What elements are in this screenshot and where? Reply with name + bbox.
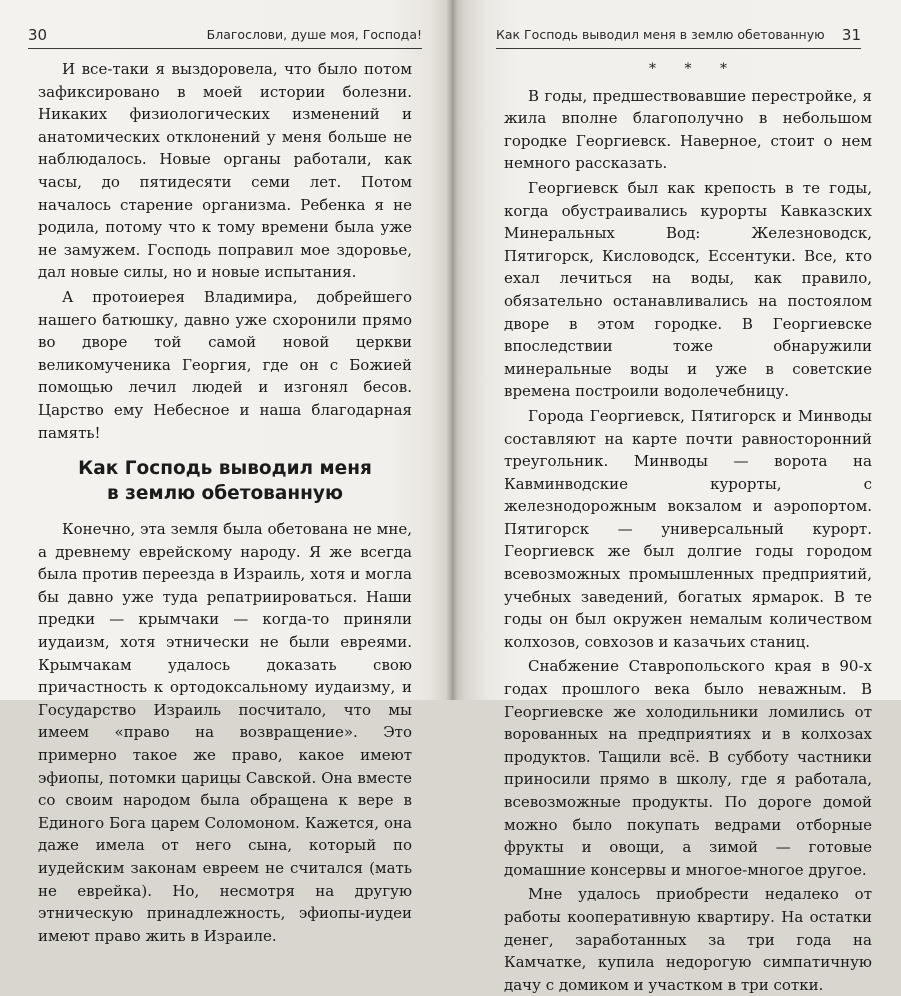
paragraph: Снабжение Ставропольского края в 90-х годах прошлого века было неважным. В Георгиевске же холодильники ломились от ворованных на предприятиях и в колхозах продуктов. Тащили всё. В субботу частники приносили прямо в школу, где я работала, всевозможные продукты. По дороге домой можно было покупать ведрами отборные фрукты и овощи, а зимой — готовые домашние консервы и многое-многое другое. bbox=[504, 657, 872, 879]
book-gutter-shadow bbox=[446, 0, 458, 700]
paragraph: Города Георгиевск, Пятигорск и Минводы составляют на карте почти равносторонний треугольник. Минводы — ворота на Кавминводские курорты, с железнодорожным вокзалом и аэропортом. Пятигорск — универсальный курорт. Георгиевск же был долгие годы городом всевозможных промышленных предприятий, учебных заведений, богатых ярмарок. В те годы он был окружен немалым количеством колхозов, совхозов и казачьих станиц. bbox=[504, 406, 872, 651]
paragraph: И все-таки я выздоровела, что было потом зафиксировано в моей истории болезни. Никаких физиологических изменений и анатомических отклонений у меня больше не наблюдалось. Новые органы работали, как часы, до пятидесяти семи лет. Потом началось старение организма. Ребенка я не родила, потому что к тому времени была уже не замужем. Господь поправил мое здоровье, дал новые силы, но и новые испытания. bbox=[38, 60, 412, 282]
section-heading bbox=[38, 456, 412, 506]
running-head-title-right: Как Господь выводил меня в землю обетованную bbox=[496, 27, 825, 42]
paragraph: Георгиевск был как крепость в те годы, когда обустраивались курорты Кавказских Минеральных Вод: Железноводск, Пятигорск, Кисловодск, Ессентуки. Все, кто ехал лечиться на воды, как правило, обязательно останавливались на постоялом дворе в этом городке. В Георгиевске впоследствии тоже обнаружили минеральные воды и уже в советские времена построили водолечебницу. bbox=[504, 178, 872, 401]
right-page-text bbox=[504, 58, 872, 996]
left-page-text bbox=[38, 58, 412, 947]
header-rule-left bbox=[28, 48, 422, 49]
paragraph: А протоиерея Владимира, добрейшего нашего батюшку, давно уже схоронили прямо во дворе той самой новой церкви великомученика Георгия, где он с Божией помощью лечил людей и изгонял бесов. Царство ему Небесное и наша благодарная память! bbox=[38, 287, 412, 442]
left-page bbox=[0, 0, 452, 945]
paragraph: Конечно, эта земля была обетована не мне, а древнему еврейскому народу. Я же всегда была против переезда в Израиль, хотя и могла бы давно уже туда репатриироваться. Наши предки — крымчаки — когда-то приняли иудаизм, хотя этнически не были евреями. Крымчакам удалось доказать свою причастность к ортодоксальному иудаизму, и Государство Израиль посчитало, что мы имеем «право на возвращение». Это примерно такое же право, какое имеют эфиопы, потомки царицы Савской. Она вместе со своим народом была обращена к вере в Единого Бога царем Соломоном. Кажется, она даже имела от него сына, который по иудейским законам евреем не считался (мать не еврейка). Но, несмотря на другую этническую принадлежность, эфиопы-иудеи имеют право жить в Израиле. bbox=[38, 520, 412, 945]
section-break-asterism: * * * bbox=[649, 61, 739, 77]
paragraph: Мне удалось приобрести недалеко от работы кооперативную квартиру. На остатки денег, заработанных за три года на Камчатке, купила недорогую симпатичную дачу с домиком и участком в три сотки. bbox=[504, 885, 872, 994]
header-rule-right bbox=[496, 48, 861, 49]
running-head-left bbox=[28, 24, 422, 46]
running-head-right bbox=[496, 24, 861, 46]
section-heading-line: в землю обетованную bbox=[107, 483, 343, 505]
paragraph: В годы, предшествовавшие перестройке, я жила вполне благополучно в небольшом городке Георгиевск. Наверное, стоит о нем немного рассказать. bbox=[504, 86, 872, 173]
running-head-title-left: Благослови, душе моя, Господа! bbox=[206, 27, 422, 42]
page-number-left: 30 bbox=[28, 26, 48, 44]
page-number-right: 31 bbox=[841, 26, 861, 44]
section-heading-line: Как Господь выводил меня bbox=[78, 458, 372, 480]
right-page bbox=[452, 0, 901, 994]
